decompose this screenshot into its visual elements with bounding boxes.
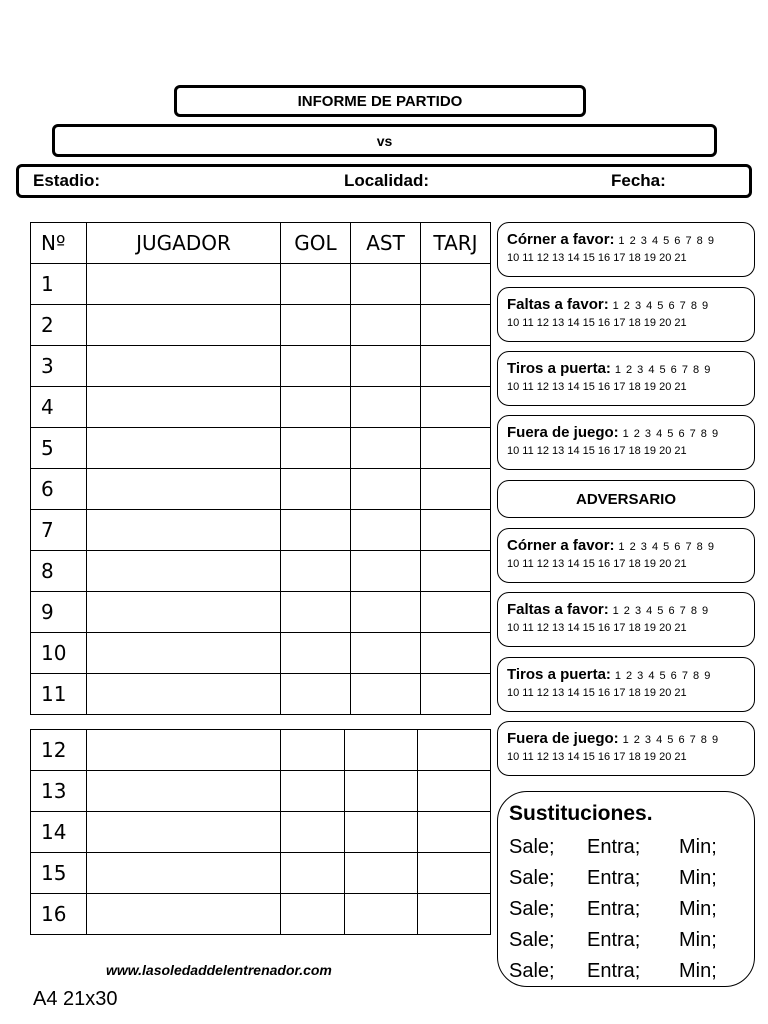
stat-label: Tiros a puerta: xyxy=(507,360,611,377)
player-number: 9 xyxy=(31,592,87,633)
player-number: 12 xyxy=(31,730,87,771)
vs-label: vs xyxy=(376,132,393,149)
stat-tally-1-9[interactable]: 1 2 3 4 5 6 7 8 9 xyxy=(612,605,710,617)
player-number: 15 xyxy=(31,853,87,894)
stat-box[interactable] xyxy=(497,721,755,776)
stat-label: Faltas a favor: xyxy=(507,601,609,618)
stat-tally-10-21[interactable]: 10 11 12 13 14 15 16 17 18 19 20 21 xyxy=(507,445,687,457)
player-name-cell[interactable] xyxy=(87,592,281,633)
player-number: 3 xyxy=(31,346,87,387)
entra-label: Entra; xyxy=(587,960,641,982)
stat-tally-10-21[interactable]: 10 11 12 13 14 15 16 17 18 19 20 21 xyxy=(507,622,687,634)
assist-cell[interactable] xyxy=(351,674,421,715)
col-header-ast: AST xyxy=(351,223,421,264)
min-label: Min; xyxy=(679,867,717,889)
goal-cell[interactable] xyxy=(281,592,351,633)
player-number: 6 xyxy=(31,469,87,510)
match-info-box[interactable] xyxy=(16,164,752,198)
assist-cell[interactable] xyxy=(345,894,418,935)
player-name-cell[interactable] xyxy=(87,551,281,592)
stat-label: Córner a favor: xyxy=(507,231,615,248)
player-name-cell[interactable] xyxy=(87,633,281,674)
goal-cell[interactable] xyxy=(281,812,345,853)
stat-box[interactable] xyxy=(497,287,755,342)
player-number: 11 xyxy=(31,674,87,715)
col-header-jugador: JUGADOR xyxy=(87,223,281,264)
stat-tally-1-9[interactable]: 1 2 3 4 5 6 7 8 9 xyxy=(622,428,720,440)
sale-label: Sale; xyxy=(509,898,555,920)
entra-label: Entra; xyxy=(587,867,641,889)
table-header-row xyxy=(31,223,491,264)
player-name-cell[interactable] xyxy=(87,428,281,469)
player-row xyxy=(31,633,491,674)
entra-label: Entra; xyxy=(587,836,641,858)
estadio-label: Estadio: xyxy=(33,171,101,190)
player-name-cell[interactable] xyxy=(87,346,281,387)
assist-cell[interactable] xyxy=(351,633,421,674)
player-number: 4 xyxy=(31,387,87,428)
player-name-cell[interactable] xyxy=(87,674,281,715)
player-row xyxy=(31,674,491,715)
card-cell[interactable] xyxy=(421,387,491,428)
stat-box[interactable] xyxy=(497,222,755,277)
goal-cell[interactable] xyxy=(281,469,351,510)
localidad-label: Localidad: xyxy=(344,171,430,190)
assist-cell[interactable] xyxy=(345,853,418,894)
col-header-gol: GOL xyxy=(281,223,351,264)
assist-cell[interactable] xyxy=(351,510,421,551)
substitution-row[interactable] xyxy=(509,832,754,863)
stat-box[interactable] xyxy=(497,592,755,647)
assist-cell[interactable] xyxy=(345,730,418,771)
stat-tally-10-21[interactable]: 10 11 12 13 14 15 16 17 18 19 20 21 xyxy=(507,252,687,264)
player-number: 14 xyxy=(31,812,87,853)
player-row xyxy=(31,894,491,935)
player-row xyxy=(31,812,491,853)
goal-cell[interactable] xyxy=(281,730,345,771)
players-table-bottom xyxy=(30,729,491,935)
stat-box[interactable] xyxy=(497,657,755,712)
assist-cell[interactable] xyxy=(351,305,421,346)
stat-box[interactable] xyxy=(497,415,755,470)
player-name-cell[interactable] xyxy=(87,469,281,510)
stat-box[interactable] xyxy=(497,351,755,406)
sale-label: Sale; xyxy=(509,836,555,858)
footer-url: www.lasoledaddelentrenador.com xyxy=(106,962,332,978)
match-vs-box[interactable] xyxy=(52,124,717,157)
min-label: Min; xyxy=(679,898,717,920)
player-name-cell[interactable] xyxy=(87,894,281,935)
stat-tally-10-21[interactable]: 10 11 12 13 14 15 16 17 18 19 20 21 xyxy=(507,381,687,393)
card-cell[interactable] xyxy=(418,812,491,853)
fecha-label: Fecha: xyxy=(611,171,666,190)
substitutions-title: Sustituciones. xyxy=(509,802,653,825)
player-row xyxy=(31,551,491,592)
stat-tally-10-21[interactable]: 10 11 12 13 14 15 16 17 18 19 20 21 xyxy=(507,751,687,763)
stat-label: Córner a favor: xyxy=(507,537,615,554)
stat-tally-1-9[interactable]: 1 2 3 4 5 6 7 8 9 xyxy=(622,734,720,746)
player-name-cell[interactable] xyxy=(87,730,281,771)
player-number: 13 xyxy=(31,771,87,812)
adversario-header xyxy=(497,480,755,518)
player-name-cell[interactable] xyxy=(87,305,281,346)
player-row xyxy=(31,771,491,812)
stat-label: Faltas a favor: xyxy=(507,296,609,313)
stat-label: Tiros a puerta: xyxy=(507,666,611,683)
entra-label: Entra; xyxy=(587,898,641,920)
player-number: 8 xyxy=(31,551,87,592)
card-cell[interactable] xyxy=(418,730,491,771)
substitution-row[interactable] xyxy=(509,863,754,894)
card-cell[interactable] xyxy=(421,551,491,592)
goal-cell[interactable] xyxy=(281,264,351,305)
player-number: 10 xyxy=(31,633,87,674)
stat-tally-10-21[interactable]: 10 11 12 13 14 15 16 17 18 19 20 21 xyxy=(507,558,687,570)
player-name-cell[interactable] xyxy=(87,510,281,551)
player-row xyxy=(31,305,491,346)
player-name-cell[interactable] xyxy=(87,771,281,812)
assist-cell[interactable] xyxy=(351,469,421,510)
assist-cell[interactable] xyxy=(351,551,421,592)
stat-tally-10-21[interactable]: 10 11 12 13 14 15 16 17 18 19 20 21 xyxy=(507,687,687,699)
player-number: 16 xyxy=(31,894,87,935)
stat-box[interactable] xyxy=(497,528,755,583)
stat-tally-10-21[interactable]: 10 11 12 13 14 15 16 17 18 19 20 21 xyxy=(507,317,687,329)
card-cell[interactable] xyxy=(418,853,491,894)
card-cell[interactable] xyxy=(421,346,491,387)
goal-cell[interactable] xyxy=(281,346,351,387)
goal-cell[interactable] xyxy=(281,633,351,674)
min-label: Min; xyxy=(679,836,717,858)
assist-cell[interactable] xyxy=(351,346,421,387)
card-cell[interactable] xyxy=(421,469,491,510)
card-cell[interactable] xyxy=(418,771,491,812)
assist-cell[interactable] xyxy=(351,592,421,633)
player-row xyxy=(31,592,491,633)
player-row xyxy=(31,428,491,469)
stat-label: Fuera de juego: xyxy=(507,730,619,747)
players-table-top xyxy=(30,222,491,715)
card-cell[interactable] xyxy=(421,428,491,469)
col-header-tarj: TARJ xyxy=(421,223,491,264)
player-row xyxy=(31,730,491,771)
min-label: Min; xyxy=(679,960,717,982)
card-cell[interactable] xyxy=(421,264,491,305)
assist-cell[interactable] xyxy=(351,428,421,469)
player-row xyxy=(31,853,491,894)
goal-cell[interactable] xyxy=(281,674,351,715)
player-row xyxy=(31,469,491,510)
card-cell[interactable] xyxy=(421,633,491,674)
player-number: 7 xyxy=(31,510,87,551)
card-cell[interactable] xyxy=(421,592,491,633)
goal-cell[interactable] xyxy=(281,510,351,551)
assist-cell[interactable] xyxy=(345,812,418,853)
stat-tally-1-9[interactable]: 1 2 3 4 5 6 7 8 9 xyxy=(618,235,715,247)
adversario-label: ADVERSARIO xyxy=(575,490,676,508)
min-label: Min; xyxy=(679,929,717,951)
sale-label: Sale; xyxy=(509,867,555,889)
col-header-num: Nº xyxy=(31,223,87,264)
sale-label: Sale; xyxy=(509,960,555,982)
goal-cell[interactable] xyxy=(281,387,351,428)
stat-tally-1-9[interactable]: 1 2 3 4 5 6 7 8 9 xyxy=(618,541,715,553)
stat-tally-1-9[interactable]: 1 2 3 4 5 6 7 8 9 xyxy=(614,670,712,682)
stat-tally-1-9[interactable]: 1 2 3 4 5 6 7 8 9 xyxy=(612,300,710,312)
stat-tally-1-9[interactable]: 1 2 3 4 5 6 7 8 9 xyxy=(614,364,712,376)
goal-cell[interactable] xyxy=(281,428,351,469)
player-row xyxy=(31,346,491,387)
substitutions-box xyxy=(497,791,755,987)
card-cell[interactable] xyxy=(421,510,491,551)
goal-cell[interactable] xyxy=(281,771,345,812)
stat-label: Fuera de juego: xyxy=(507,424,619,441)
assist-cell[interactable] xyxy=(345,771,418,812)
assist-cell[interactable] xyxy=(351,387,421,428)
player-row xyxy=(31,510,491,551)
report-title: INFORME DE PARTIDO xyxy=(297,92,463,110)
report-title-box xyxy=(174,85,586,117)
player-row xyxy=(31,387,491,428)
card-cell[interactable] xyxy=(421,674,491,715)
player-number: 5 xyxy=(31,428,87,469)
goal-cell[interactable] xyxy=(281,551,351,592)
player-name-cell[interactable] xyxy=(87,264,281,305)
substitution-row[interactable] xyxy=(509,956,754,987)
substitution-row[interactable] xyxy=(509,894,754,925)
player-number: 1 xyxy=(31,264,87,305)
player-name-cell[interactable] xyxy=(87,853,281,894)
player-name-cell[interactable] xyxy=(87,387,281,428)
paper-size-note: A4 21x30 xyxy=(33,988,118,1010)
player-row xyxy=(31,264,491,305)
goal-cell[interactable] xyxy=(281,853,345,894)
entra-label: Entra; xyxy=(587,929,641,951)
sale-label: Sale; xyxy=(509,929,555,951)
player-name-cell[interactable] xyxy=(87,812,281,853)
card-cell[interactable] xyxy=(421,305,491,346)
card-cell[interactable] xyxy=(418,894,491,935)
goal-cell[interactable] xyxy=(281,894,345,935)
substitution-row[interactable] xyxy=(509,925,754,956)
player-number: 2 xyxy=(31,305,87,346)
assist-cell[interactable] xyxy=(351,264,421,305)
goal-cell[interactable] xyxy=(281,305,351,346)
